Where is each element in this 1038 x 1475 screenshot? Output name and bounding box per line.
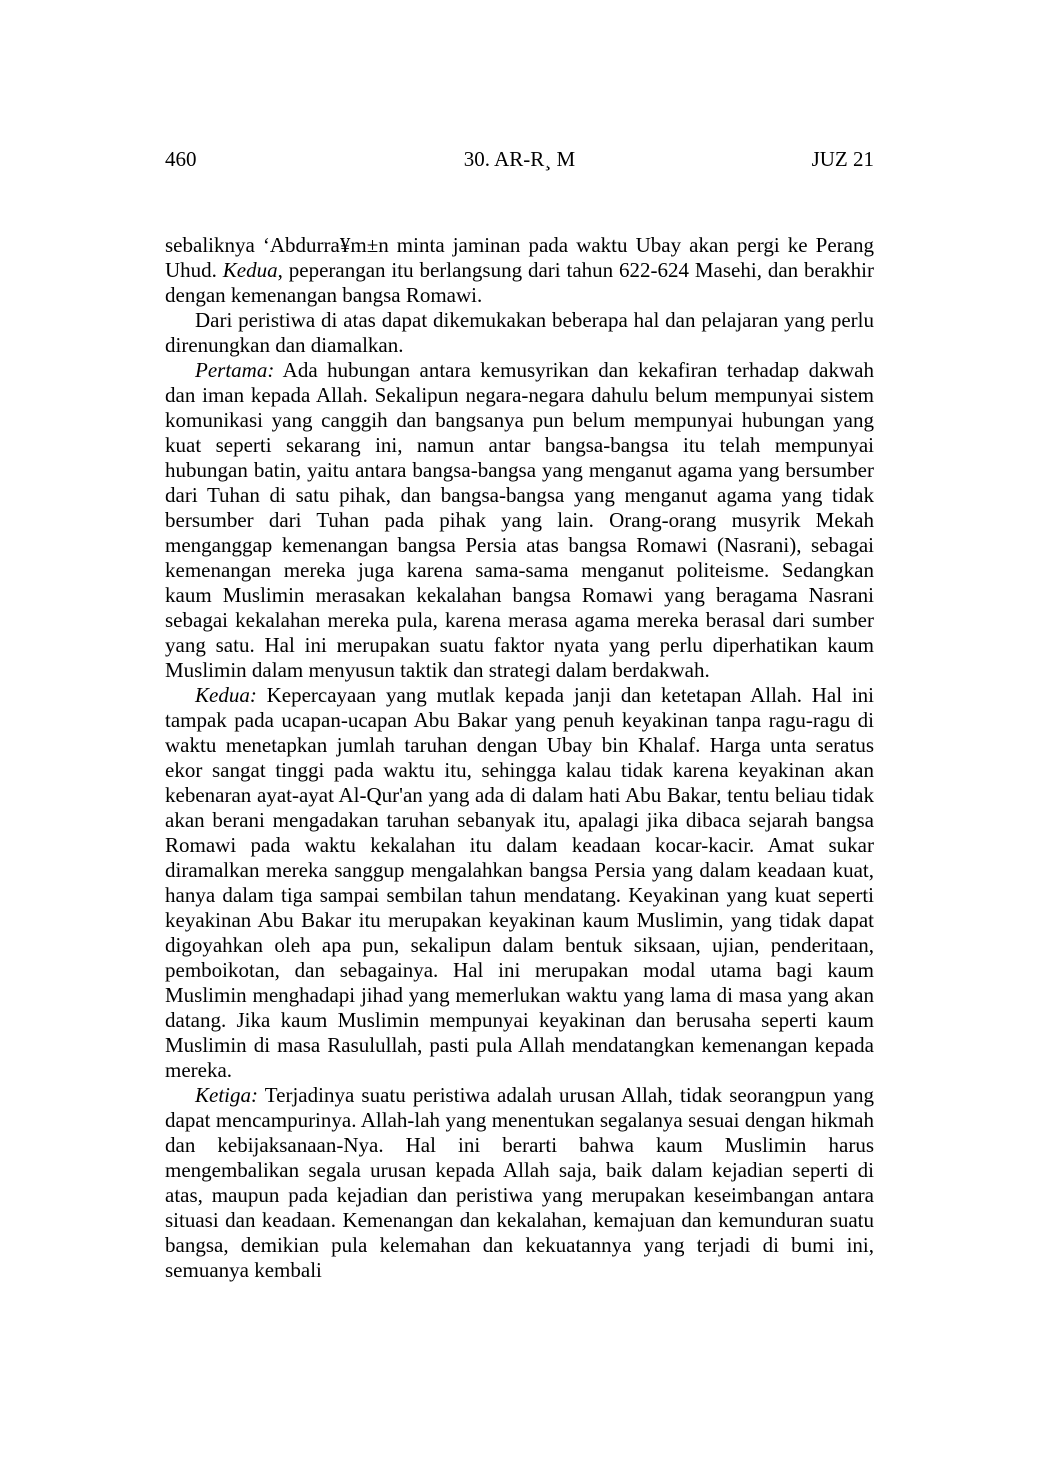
paragraph-ketiga — [165, 1083, 874, 1283]
paragraph-1 — [165, 233, 874, 308]
paragraph-1-text-a: sebaliknya ‘Abdurra¥m±n minta jaminan pada waktu Ubay akan pergi ke Perang Uhud. — [165, 233, 874, 282]
body-text — [165, 233, 874, 1283]
paragraph-1-text-b: , peperangan itu berlangsung dari tahun 622-624 Masehi, dan berakhir dengan kemenangan bangsa Romawi. — [165, 258, 874, 307]
page-number: 460 — [165, 147, 197, 171]
paragraph-2 — [165, 308, 874, 358]
paragraph-ketiga-text: Terjadinya suatu peristiwa adalah urusan Allah, tidak seorangpun yang dapat mencampurinya. Allah-lah yang menentukan segalanya sesuai dengan hikmah dan kebijaksanaan-Nya. Hal ini berarti bahwa kaum Muslimin harus mengembalikan segala urusan kepada Allah saja, baik dalam kejadian seperti di atas, maupun pada kejadian dan peristiwa yang merupakan keseimbangan antara situasi dan keadaan. Kemenangan dan kekalahan, kemajuan dan kemunduran suatu bangsa, demikian pula kelemahan dan kekuatannya yang terjadi di bumi ini, semuanya kembali — [165, 1083, 874, 1282]
juz-label: JUZ 21 — [811, 147, 874, 171]
running-header — [165, 145, 874, 175]
paragraph-pertama — [165, 358, 874, 683]
paragraph-2-text: Dari peristiwa di atas dapat dikemukakan beberapa hal dan pelajaran yang perlu direnungkan dan diamalkan. — [165, 308, 874, 357]
paragraph-ketiga-label: Ketiga: — [195, 1083, 258, 1107]
paragraph-pertama-label: Pertama: — [195, 358, 275, 382]
paragraph-kedua-text: Kepercayaan yang mutlak kepada janji dan ketetapan Allah. Hal ini tampak pada ucapan-ucapan Abu Bakar yang penuh keyakinan tanpa ragu-ragu di waktu menetapkan jumlah taruhan dengan Ubay bin Khalaf. Harga unta seratus ekor sangat tinggi pada waktu itu, sehingga kalau tidak karena keyakinan akan kebenaran ayat-ayat Al-Qur'an yang ada di dalam hati Abu Bakar, tentu beliau tidak akan berani mengadakan taruhan sebanyak itu, apalagi jika dibaca sejarah bangsa Romawi pada waktu kekalahan itu dalam keadaan kocar-kacir. Amat sukar diramalkan mereka sanggup mengalahkan bangsa Persia yang dalam keadaan kuat, hanya dalam tiga sampai sembilan tahun mendatang. Keyakinan yang kuat seperti keyakinan Abu Bakar itu merupakan keyakinan kaum Muslimin, yang tidak dapat digoyahkan oleh apa pun, sekalipun dalam bentuk siksaan, ujian, penderitaan, pemboikotan, dan sebagainya. Hal ini merupakan modal utama bagi kaum Muslimin menghadapi jihad yang memerlukan waktu yang lama di masa yang akan datang. Jika kaum Muslimin mempunyai keyakinan dan berusaha seperti kaum Muslimin di masa Rasulullah, pasti pula Allah mendatangkan kemenangan kepada mereka. — [165, 683, 874, 1082]
paragraph-1-term-kedua: Kedua — [222, 258, 278, 282]
paragraph-kedua — [165, 683, 874, 1083]
chapter-title: 30. AR-R¸ M — [463, 147, 576, 171]
paragraph-pertama-text: Ada hubungan antara kemusyrikan dan kekafiran terhadap dakwah dan iman kepada Allah. Sekalipun negara-negara dahulu belum mempunyai sistem komunikasi yang canggih dan bangsanya pun belum mempunyai hubungan yang kuat seperti sekarang ini, namun antar bangsa-bangsa itu telah mempunyai hubungan batin, yaitu antara bangsa-bangsa yang menganut agama yang bersumber dari Tuhan di satu pihak, dan bangsa-bangsa yang menganut agama yang tidak bersumber dari Tuhan pada pihak yang lain. Orang-orang musyrik Mekah menganggap kemenangan bangsa Persia atas bangsa Romawi (Nasrani), sebagai kemenangan mereka juga karena sama-sama menganut politeisme. Sedangkan kaum Muslimin merasakan kekalahan bangsa Romawi yang beragama Nasrani sebagai kekalahan mereka pula, karena merasa agama mereka berasal dari sumber yang satu. Hal ini merupakan suatu faktor nyata yang perlu diperhatikan kaum Muslimin dalam menyusun taktik dan strategi dalam berdakwah. — [165, 358, 874, 682]
paragraph-kedua-label: Kedua: — [195, 683, 257, 707]
